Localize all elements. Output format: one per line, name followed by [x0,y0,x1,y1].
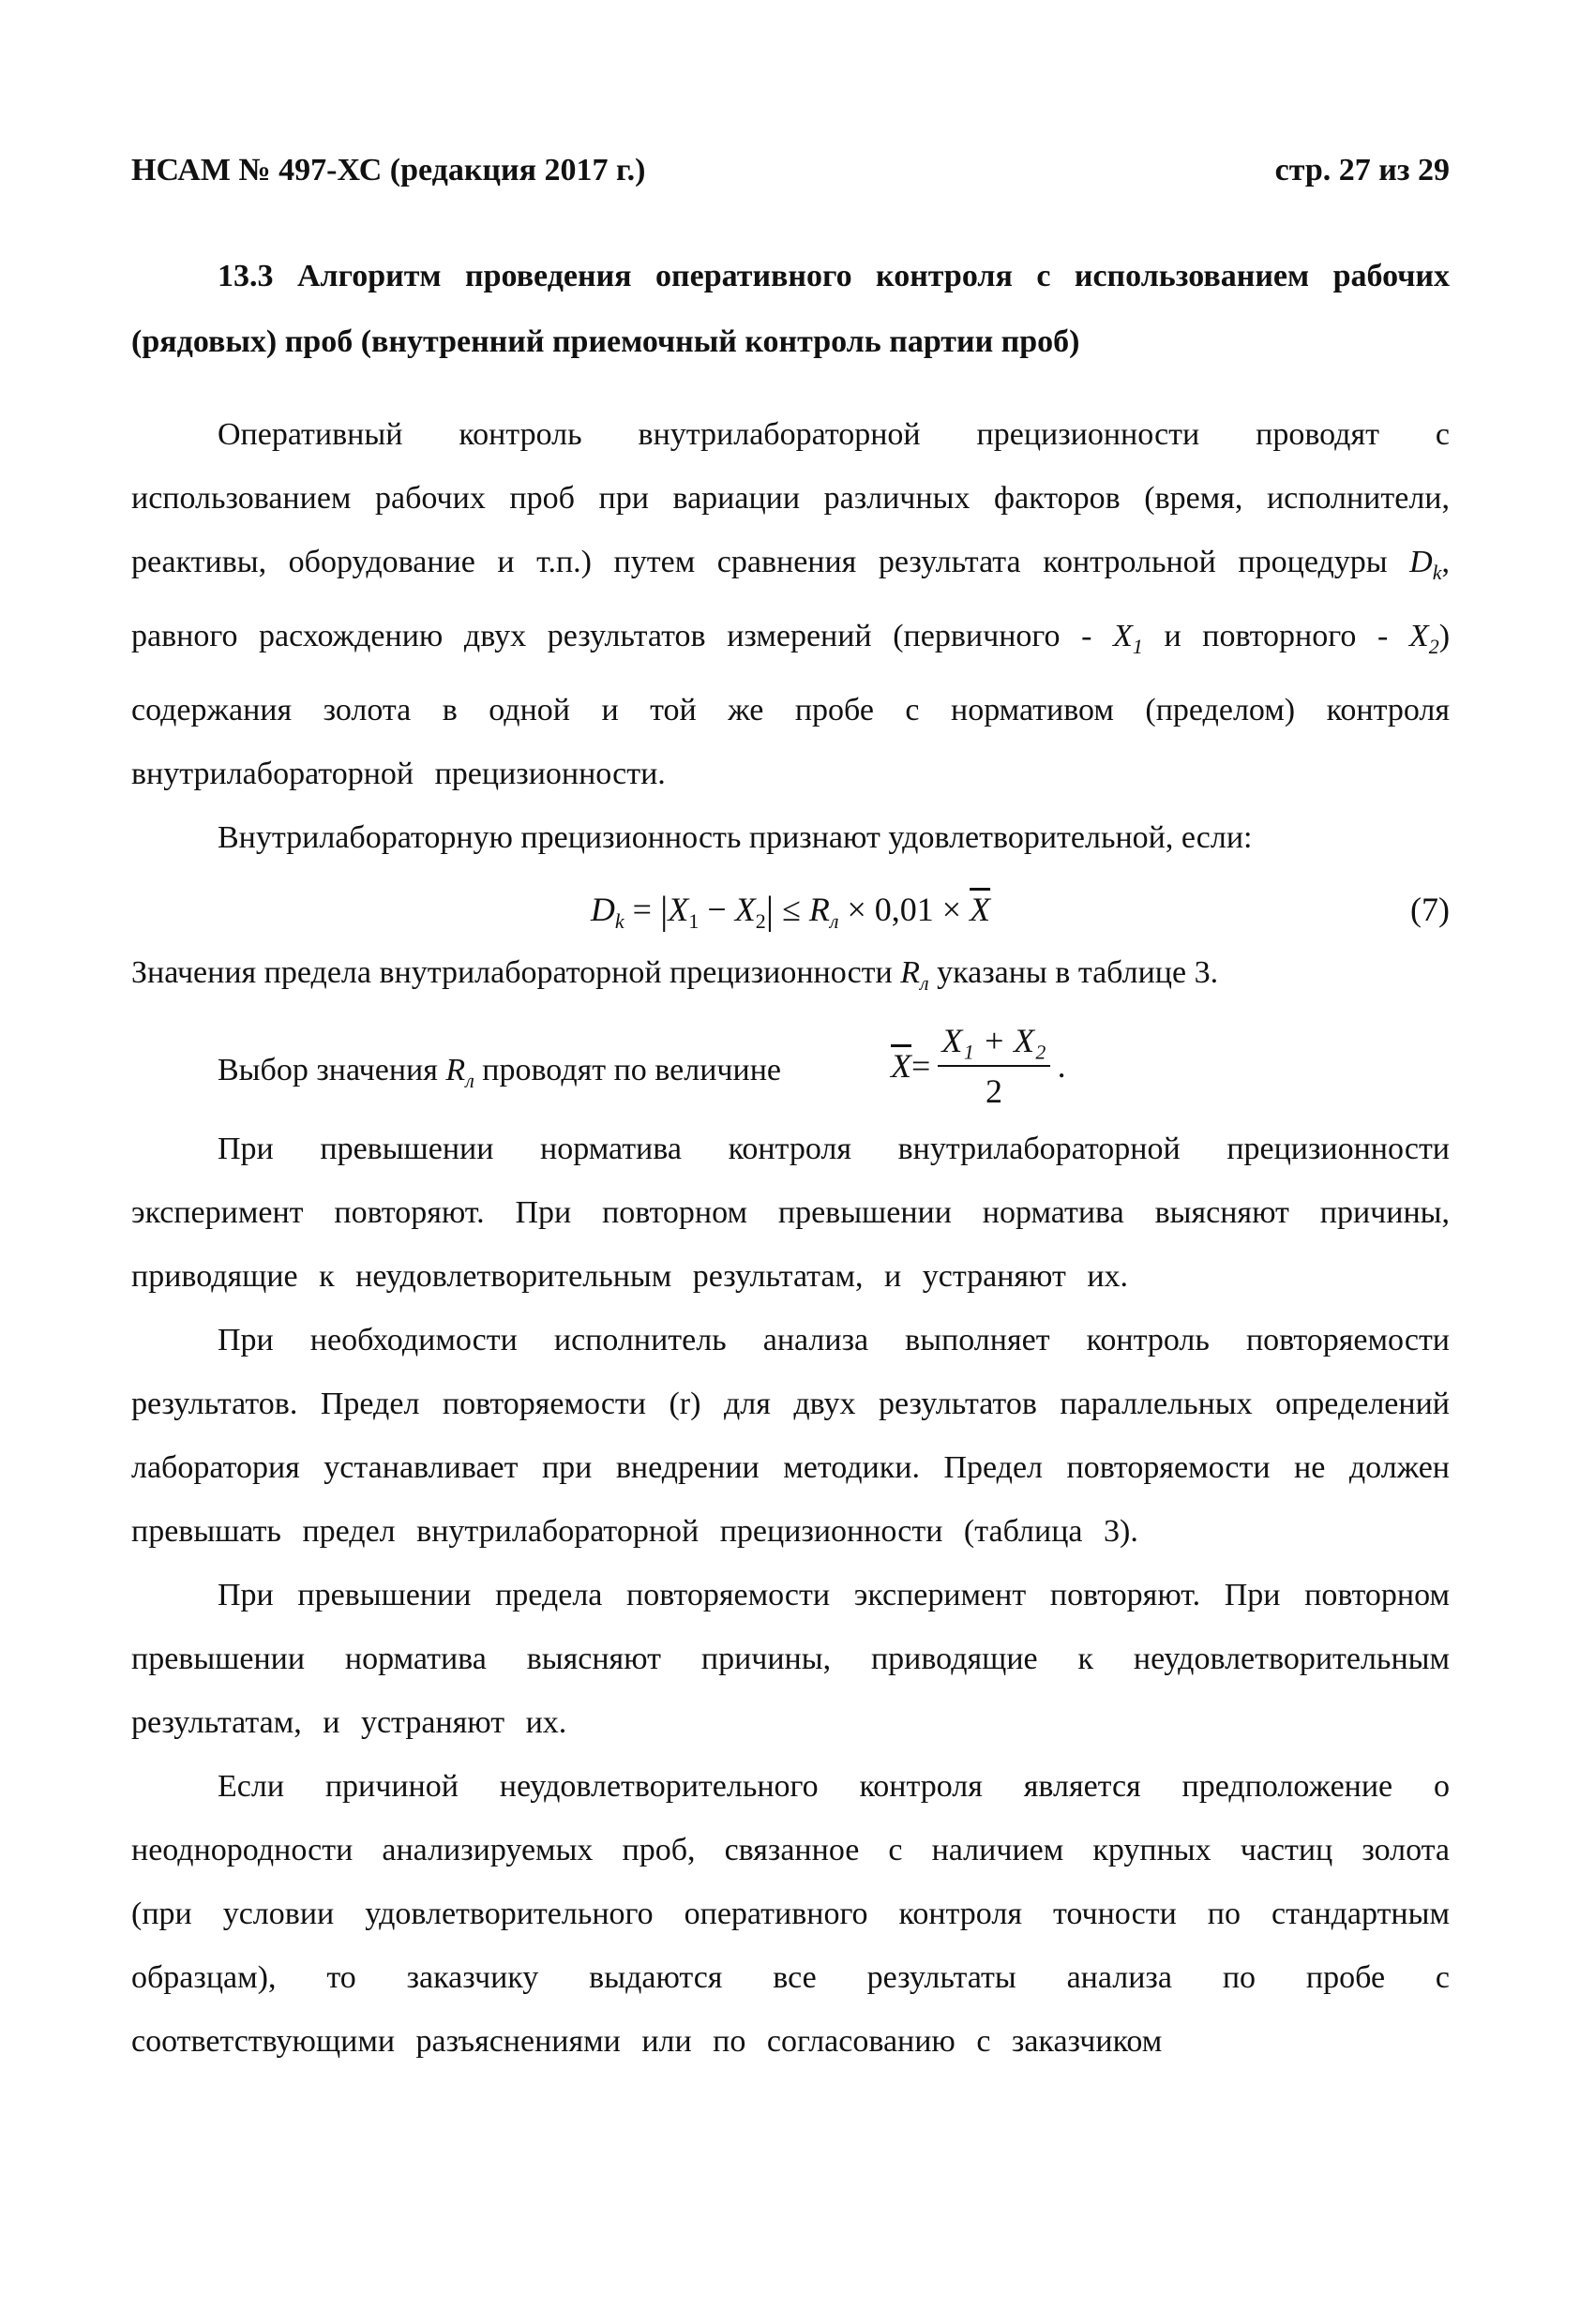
paragraph-8: Если причиной неудовлетворительного контроля является предположение о неоднородности анализируемых проб, связанное с наличием крупных частиц золота (при условии удовлетворительного оперативного контроля точности по стандартным образцам), то заказчику выдаются все результаты анализа по пробе с соответствующими разъяснениями или по согласованию с заказчиком [131,1769,1450,2060]
paragraph-7: При превышении предела повторяемости эксперимент повторяют. При повторном превышении норматива выясняют причины, приводящие к неудовлетворительным результатам, и устраняют их. [131,1578,1450,1741]
mean-formula-numerator: X₁ + X₂ [938,1020,1049,1067]
mean-choice-text: Выбор значения $R_л$ проводят по величине [218,1053,781,1093]
paragraph-6: При необходимости исполнитель анализа выполняет контроль повторяемости результатов. Предел повторяемости (r) для двух результатов параллельных определений лаборатория устанавливает при внедрении методики. Предел повторяемости не должен превышать предел внутрилабораторной прецизионности (таблица 3). [131,1323,1450,1550]
paragraph-5: При превышении норматива контроля внутрилабораторной прецизионности эксперимент повторяют. При повторном превышении норматива выясняют причины, приводящие к неудовлетворительным результатам, и устраняют их. [131,1132,1450,1295]
formula-7-number: (7) [1410,890,1450,928]
paragraph-3: Значения предела внутрилабораторной прецизионности $R_л$ указаны в таблице 3. [131,954,1219,995]
page-number: стр. 27 из 29 [1274,153,1450,187]
body-text [131,403,1450,2074]
formula-7-expression: $D_k = |X_1 - X_2| \le R_л \times 0,01 \times \overline{X}$ [590,889,991,933]
formula-7 [131,870,1450,941]
page-header [131,150,1450,191]
document-code: НСАМ № 497-ХС (редакция 2017 г.) [131,153,646,187]
mean-formula: $\overline{X}$ = $\frac{\text{X₁ + X₂}}{2}$ . [891,1022,1066,1111]
paragraph-1: Оперативный контроль внутрилабораторной прецизионности проводят с использованием рабочих проб при вариации различных факторов (время, исполнители, реактивы, оборудование и т.п.) путем сравнения результата контрольной процедуры $D_k$, равного расхождению двух результатов измерений (первичного - $X_1$ и повторного - $X_2$) содержания золота в одной и той же пробе с нормативом (пределом) контроля внутрилабораторной прецизионности. [131,417,1451,791]
paragraph-2: Внутрилабораторную прецизионность признают удовлетворительной, если: [218,819,1253,855]
mean-choice-line [131,1014,1450,1117]
mean-formula-denominator: 2 [985,1072,1002,1111]
section-heading: 13.3 Алгоритм проведения оперативного контроля с использованием рабочих (рядовых) проб (внутренний приемочный контроль партии проб) [131,259,1450,359]
